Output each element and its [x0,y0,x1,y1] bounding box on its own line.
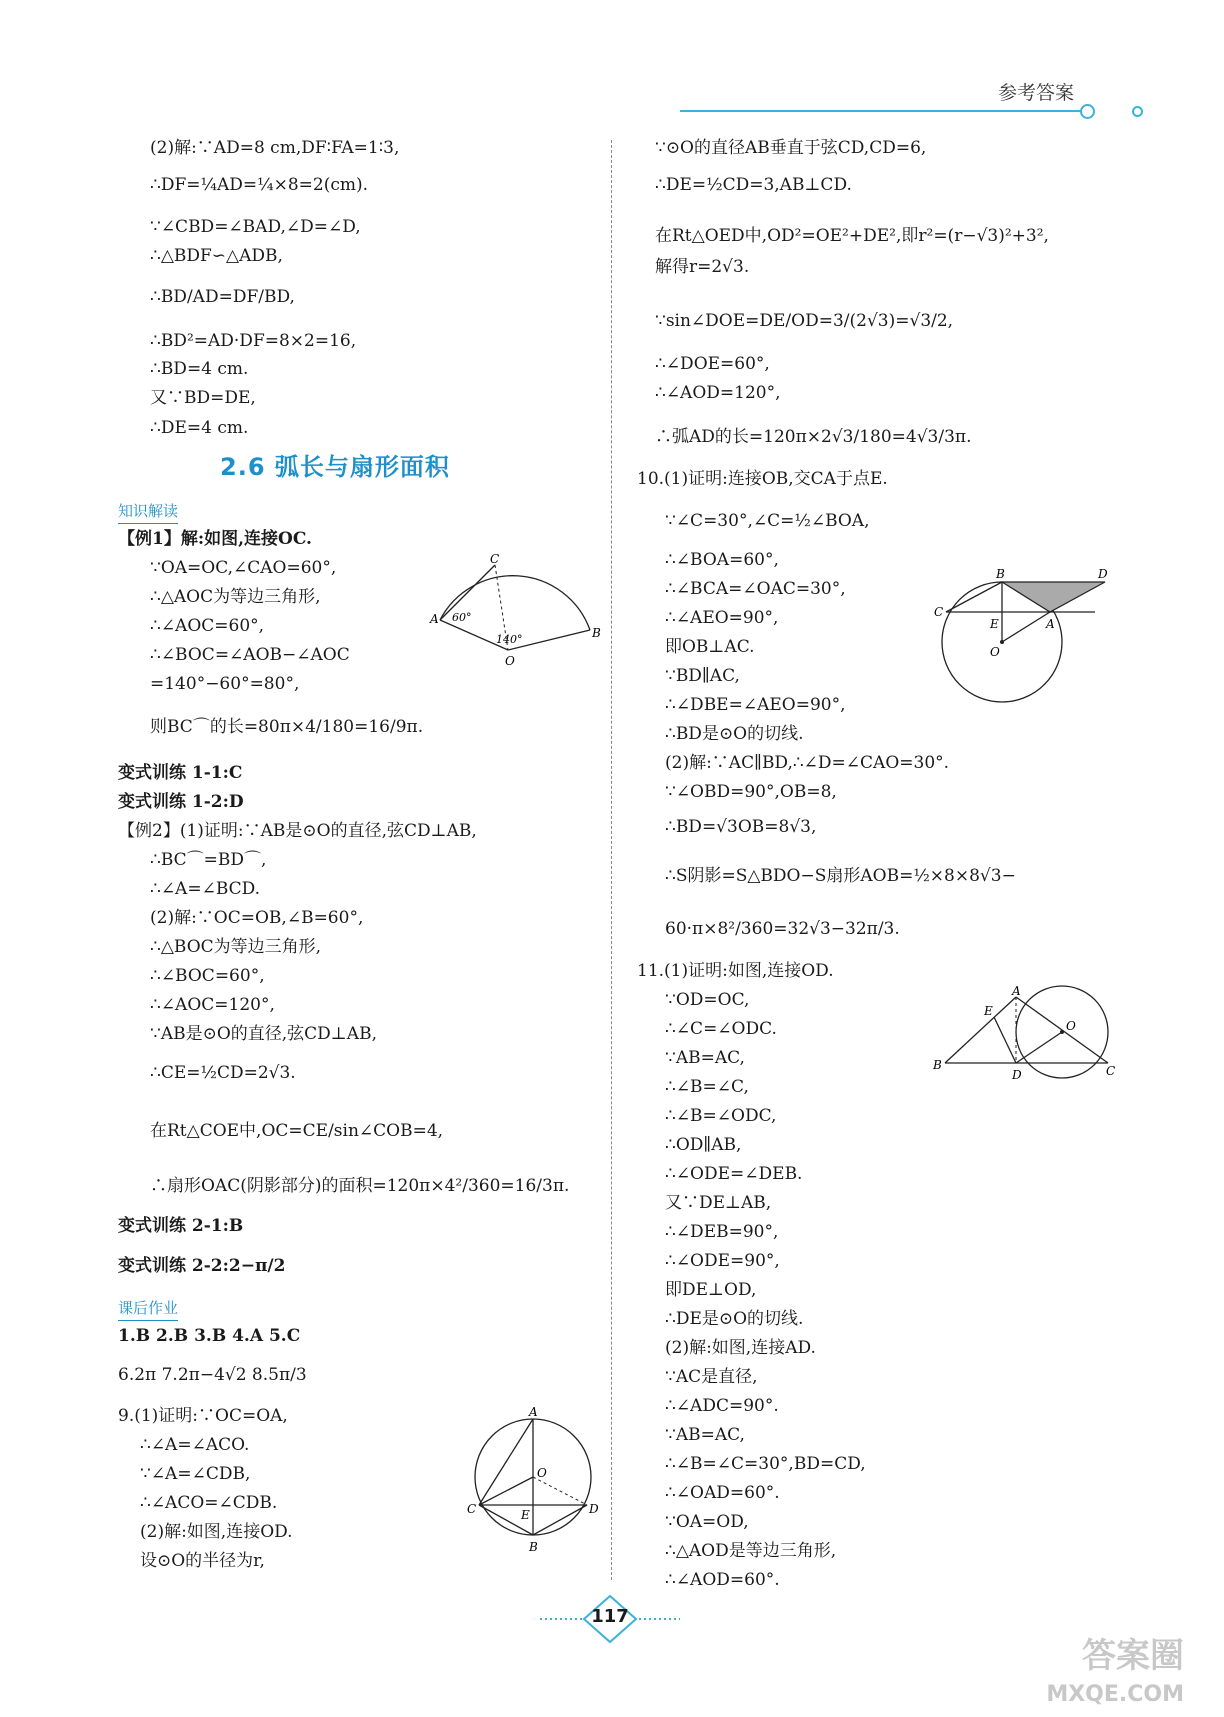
text-line: ∴BD=4 cm. [150,359,249,379]
watermark-url: MXQE.COM [1046,1682,1184,1707]
text-line: ∴OD∥AB, [665,1135,742,1155]
text-line: =140°−60°=80°, [150,674,300,694]
text-line: ∴弧AD的长=120π×2√3/180=4√3/3π. [655,427,972,447]
label-D: D [1012,1068,1022,1082]
label-B: B [592,626,601,640]
text-line: ∴∠DEB=90°, [665,1222,779,1242]
text-line: ∴∠DOE=60°, [655,354,770,374]
label-A: A [1046,617,1055,631]
text-line: ∴∠BCA=∠OAC=30°, [665,579,846,599]
text-line: ∵BD∥AC, [665,666,740,686]
text-line: ∴∠AOC=60°, [150,616,265,636]
text-line: ∵OD=OC, [665,990,750,1010]
label-O: O [1066,1019,1076,1033]
text-line: ∴∠ACO=∠CDB. [140,1493,278,1513]
section-title: 2.6 弧长与扇形面积 [220,453,450,481]
text-line: 9.(1)证明:∵OC=OA, [118,1406,288,1426]
text-line: ∵∠CBD=∠BAD,∠D=∠D, [150,217,361,237]
text-line: 在Rt△OED中,OD²=OE²+DE²,即r²=(r−√3)²+3², [655,226,1049,246]
header-dot-small [1132,106,1143,117]
header-dot [1080,104,1095,119]
label-C: C [1106,1064,1116,1078]
text-line: ∵OA=OD, [665,1512,749,1532]
text-line: (2)解:如图,连接OD. [140,1522,293,1542]
tag-knowledge: 知识解读 [118,500,178,524]
problem-11: 11.(1)证明:如图,连接OD. [637,961,834,981]
label-O: O [537,1466,547,1480]
label-O: O [505,654,515,668]
text-line: ∵∠C=30°,∠C=½∠BOA, [665,511,870,531]
variant-2-1: 变式训练 2-1:B [118,1216,244,1236]
text-line: (2)解:∵AD=8 cm,DF∶FA=1∶3, [150,138,400,158]
text-line: ∴△BOC为等边三角形, [150,937,322,957]
text-line: (2)解:∵AC∥BD,∴∠D=∠CAO=30°. [665,753,950,773]
text-line: ∴∠A=∠BCD. [150,879,261,899]
text-line: ∴∠BOA=60°, [665,550,779,570]
text-line: ∴BD/AD=DF/BD, [150,287,295,307]
text-line: ∴∠C=∠ODC. [665,1019,777,1039]
header-rule [680,110,1090,112]
text-line: ∴∠DBE=∠AEO=90°, [665,695,846,715]
figure-9 [465,1405,605,1555]
text-line: ∵OA=OC,∠CAO=60°, [150,558,337,578]
text-line: 又∵BD=DE, [150,388,256,408]
text-line: ∵∠A=∠CDB, [140,1464,251,1484]
page-number: 117 [591,1606,629,1627]
text-line: ∴∠B=∠ODC, [665,1106,777,1126]
label-60: 60° [452,611,472,624]
label-O: O [990,645,1000,659]
label-B: B [933,1058,942,1072]
variant-2-2: 变式训练 2-2:2−π/2 [118,1256,286,1276]
label-A: A [529,1405,538,1419]
figure-1 [430,552,601,670]
header-title: 参考答案 [997,82,1074,104]
watermark: 答案圈 [1082,1636,1184,1676]
label-C: C [934,605,944,619]
text-line: ∵⊙O的直径AB垂直于弦CD,CD=6, [655,138,927,158]
text-line: 在Rt△COE中,OC=CE/sin∠COB=4, [150,1121,444,1141]
label-140: 140° [496,633,523,646]
figure-10 [930,550,1108,715]
text-line: ∵AB是⊙O的直径,弦CD⊥AB, [150,1024,377,1044]
text-line: ∵AC是直径, [665,1367,758,1387]
example-1: 【例1】解:如图,连接OC. [118,529,312,549]
text-line: ∴DE=½CD=3,AB⊥CD. [655,175,852,195]
text-line: ∴△AOD是等边三角形, [665,1541,837,1561]
text-line: 则BC⌒的长=80π×4/180=16/9π. [150,717,424,737]
text-line: 解得r=2√3. [655,257,750,277]
text-line: ∴CE=½CD=2√3. [150,1063,296,1083]
problem-10: 10.(1)证明:连接OB,交CA于点E. [637,469,888,489]
text-line: 60·π×8²/360=32√3−32π/3. [665,919,900,939]
label-E: E [984,1004,993,1018]
text-line: ∵AB=AC, [665,1048,745,1068]
text-line: 又∵DE⊥AB, [665,1193,772,1213]
text-line: ∵∠OBD=90°,OB=8, [665,782,837,802]
text-line: ∴DE是⊙O的切线. [665,1309,804,1329]
text-line: 设⊙O的半径为r, [140,1551,265,1571]
text-line: ∴∠BOC=∠AOB−∠AOC [150,645,350,665]
figure-11 [930,985,1115,1085]
text-line: ∴BD²=AD·DF=8×2=16, [150,331,357,351]
text-line: ∴S阴影=S△BDO−S扇形AOB=½×8×8√3− [665,866,1016,886]
page-number-badge [540,1594,680,1644]
text-line: ∴∠B=∠C=30°,BD=CD, [665,1454,866,1474]
tag-homework: 课后作业 [118,1297,178,1321]
text-line: 即OB⊥AC. [665,637,755,657]
text-line: ∴DF=¼AD=¼×8=2(cm). [150,175,369,195]
text-line: ∴∠B=∠C, [665,1077,749,1097]
text-line: ∴∠AOD=120°, [655,383,781,403]
label-D: D [589,1502,599,1516]
text-line: (2)解:如图,连接AD. [665,1338,816,1358]
label-A: A [1012,984,1021,998]
text-line: ∴∠A=∠ACO. [140,1435,250,1455]
text-line: ∴∠AOD=60°. [665,1570,780,1590]
label-B: B [996,567,1005,581]
answers-6-8: 6.2π 7.2π−4√2 8.5π/3 [118,1365,307,1385]
text-line: ∴∠AEO=90°, [665,608,779,628]
text-line: ∵sin∠DOE=DE/OD=3/(2√3)=√3/2, [655,311,954,331]
label-C: C [490,552,500,566]
text-line: ∴△BDF∽△ADB, [150,246,283,266]
text-line: 即DE⊥OD, [665,1280,757,1300]
label-A: A [430,612,439,626]
column-divider [611,140,612,1580]
answers-1-5: 1.B 2.B 3.B 4.A 5.C [118,1326,301,1346]
text-line: ∴BD=√3OB=8√3, [665,817,817,837]
text-line: ∵AB=AC, [665,1425,745,1445]
text-line: ∴∠OAD=60°. [665,1483,780,1503]
text-line: ∴BC⌒=BD⌒, [150,850,267,870]
label-E: E [521,1508,530,1522]
label-C: C [467,1502,477,1516]
label-B: B [529,1540,538,1554]
text-line: ∴∠BOC=60°, [150,966,265,986]
text-line: ∴BD是⊙O的切线. [665,724,804,744]
text-line: ∴∠ADC=90°. [665,1396,779,1416]
text-line: ∴扇形OAC(阴影部分)的面积=120π×4²/360=16/3π. [150,1176,570,1196]
variant-1-1: 变式训练 1-1:C [118,763,243,783]
label-E: E [990,617,999,631]
text-line: (2)解:∵OC=OB,∠B=60°, [150,908,364,928]
text-line: ∴∠AOC=120°, [150,995,275,1015]
label-D: D [1098,567,1108,581]
variant-1-2: 变式训练 1-2:D [118,792,244,812]
text-line: ∴△AOC为等边三角形, [150,587,321,607]
example-2: 【例2】(1)证明:∵AB是⊙O的直径,弦CD⊥AB, [118,821,477,841]
text-line: ∴∠ODE=∠DEB. [665,1164,803,1184]
text-line: ∴∠ODE=90°, [665,1251,780,1271]
text-line: ∴DE=4 cm. [150,418,249,438]
